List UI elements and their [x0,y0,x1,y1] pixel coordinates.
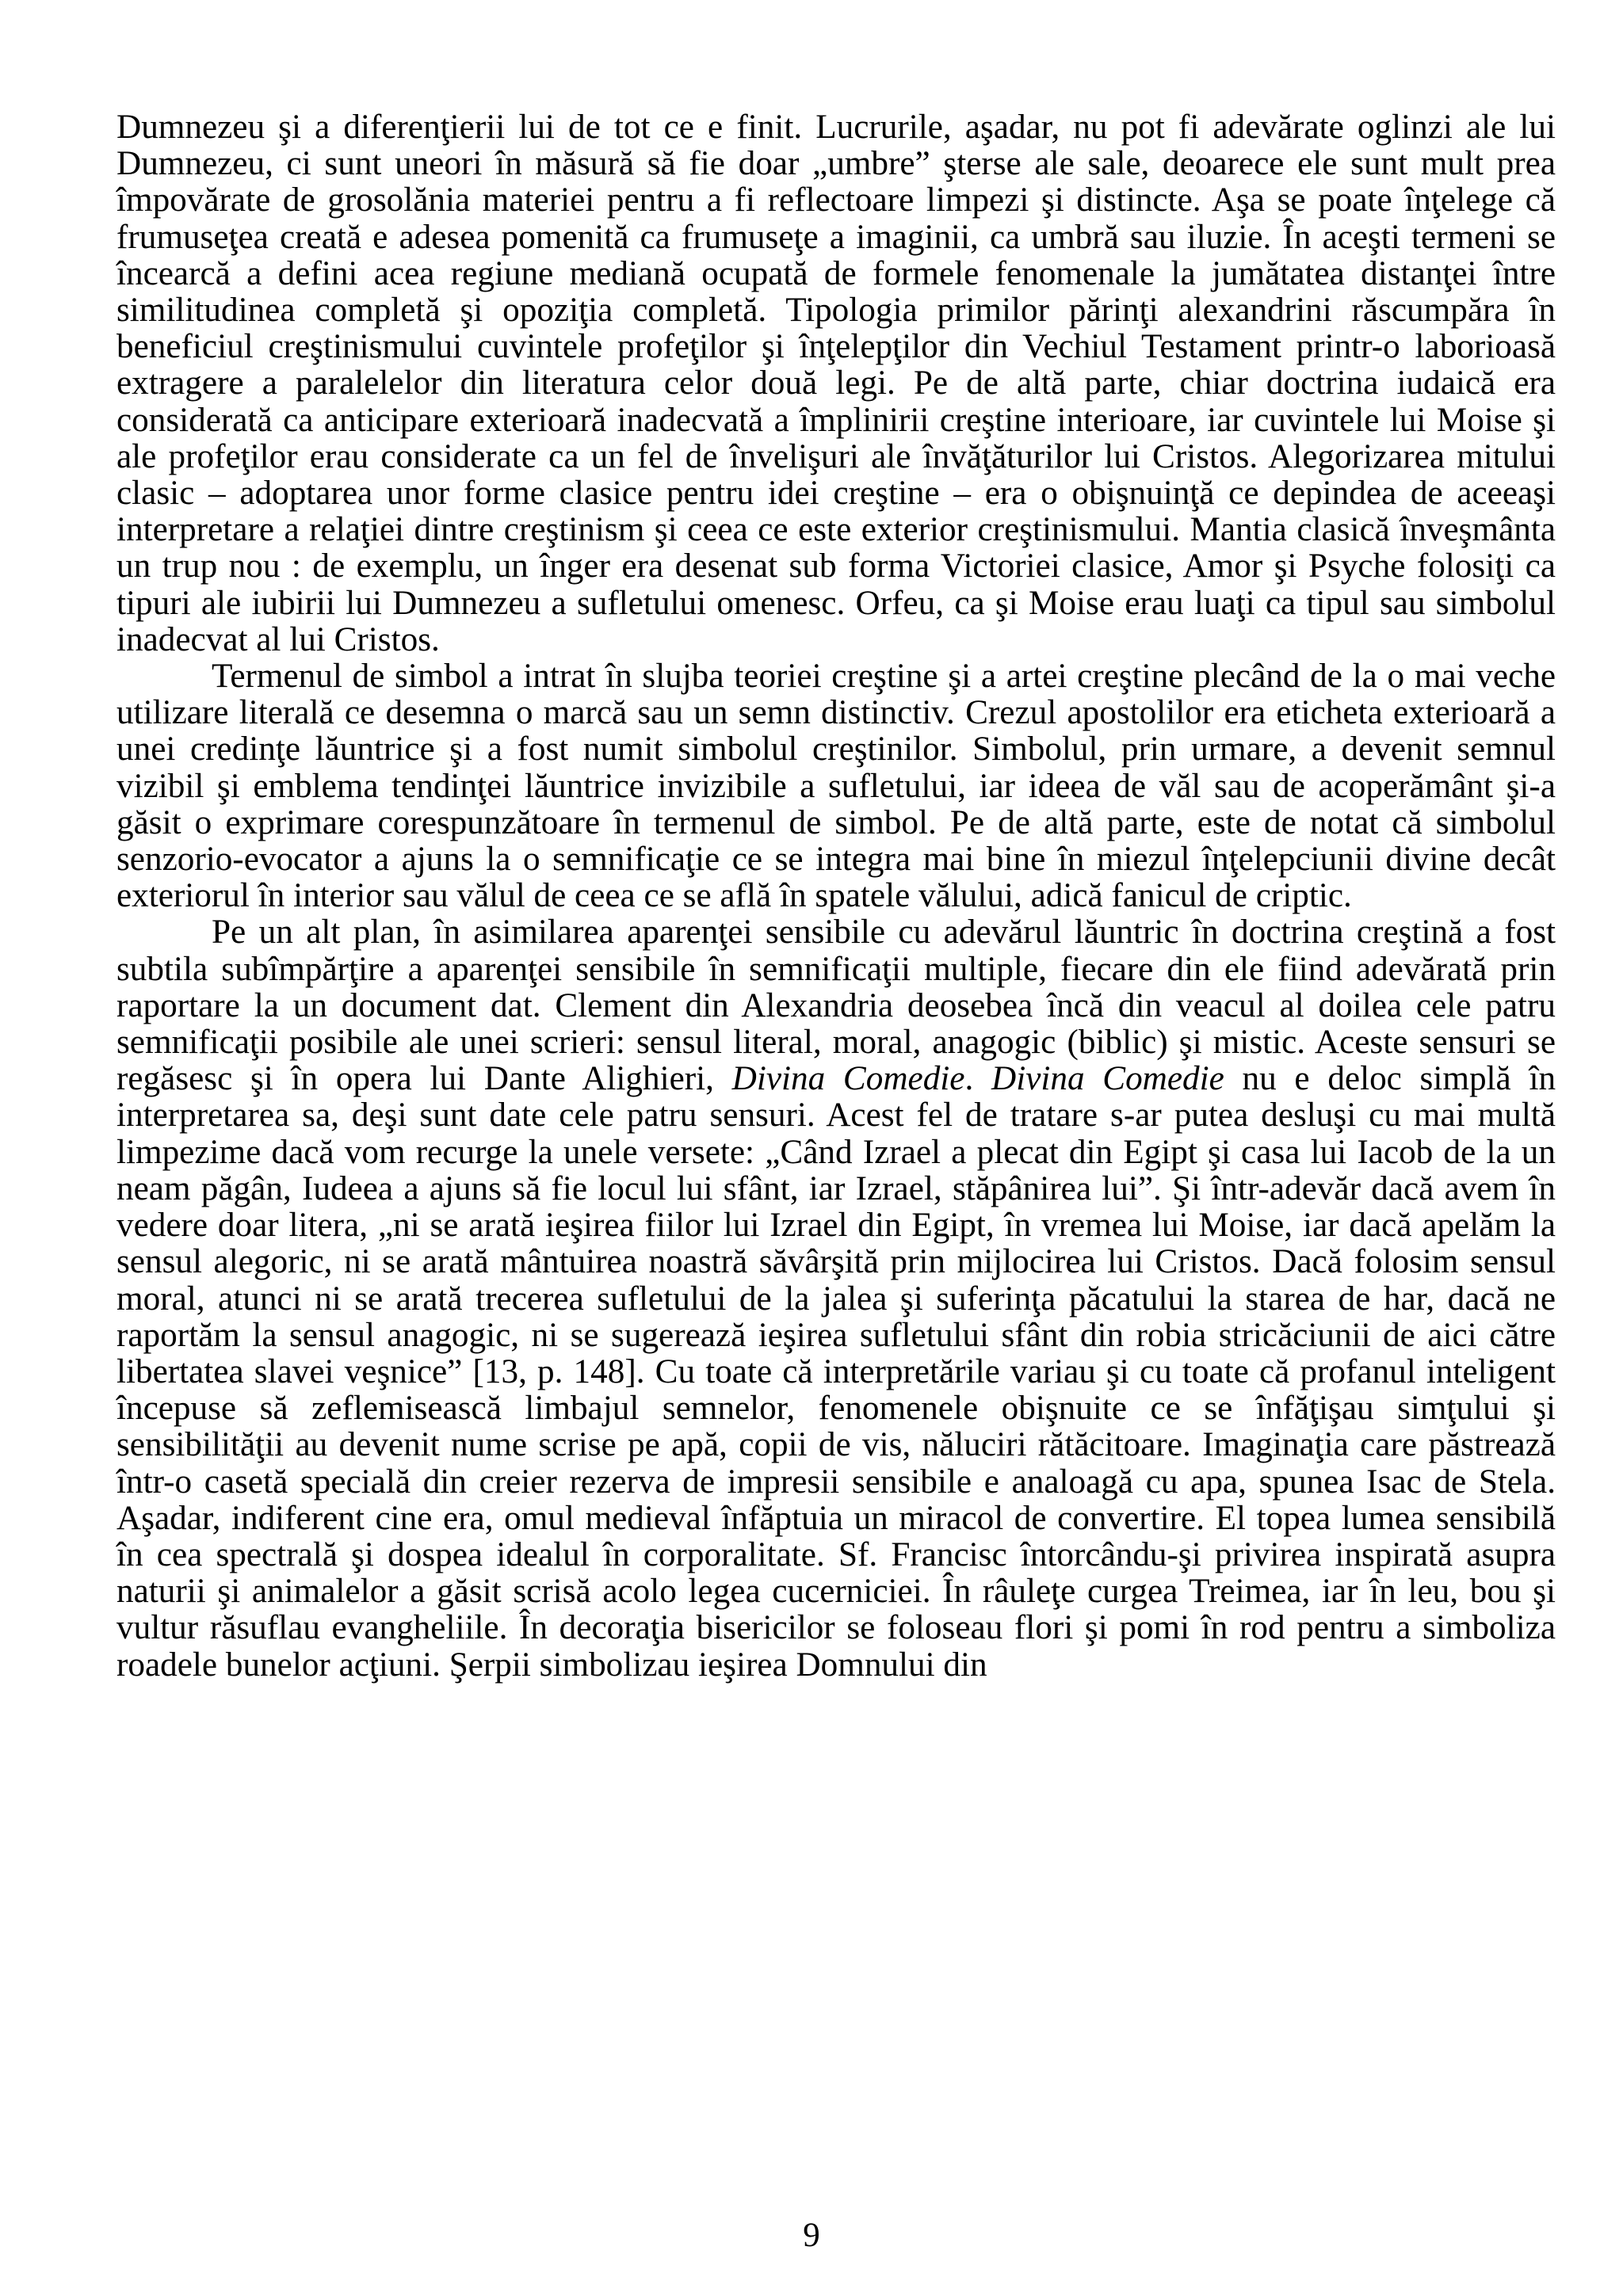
title-divina-comedie-2: Divina Comedie [991,1060,1224,1098]
paragraph-1: Dumnezeu şi a diferenţierii lui de tot ce e finit. Lucrurile, aşadar, nu pot fi adevărate oglinzi ale lui Dumnezeu, ci sunt uneori în măsură să fie doar „umbre” şterse ale sale, deoarece ele sunt mult prea împovărate de grosolănia materiei pentru a fi reflectoare limpezi şi distincte. Aşa se poate înţelege că frumuseţea creată e adesea pomenită ca frumuseţe a imaginii, ca umbră sau iluzie. În aceşti termeni se încearcă a defini acea regiune mediană ocupată de formele fenomenale la jumătatea distanţei între similitudinea completă şi opoziţia completă. Tipologia primilor părinţi alexandrini răscumpăra în beneficiul creştinismului cuvintele profeţilor şi înţelepţilor din Vechiul Testament printr-o laborioasă extragere a paralelelor din literatura celor două legi. Pe de altă parte, chiar doctrina iudaică era considerată ca anticipare exterioară inadecvată a împlinirii creştine interioare, iar cuvintele lui Moise şi ale profeţilor erau considerate ca un fel de învelişuri ale învăţăturilor lui Cristos. Alegorizarea mitului clasic – adoptarea unor forme clasice pentru idei creştine – era o obişnuinţă ce depindea de aceeaşi interpretare a relaţiei dintre creştinism şi ceea ce este exterior creştinismului. Mantia clasică înveşmânta un trup nou : de exemplu, un înger era desenat sub forma Victoriei clasice, Amor şi Psyche folosiţi ca tipuri ale iubirii lui Dumnezeu a sufletului omenesc. Orfeu, ca şi Moise erau luaţi ca tipul sau simbolul inadecvat al lui Cristos. [116,109,1556,658]
paragraph-3-text-2: . [964,1060,991,1098]
page-number: 9 [803,2217,820,2254]
paragraph-3-text-1: Pe un alt plan, în asimilarea aparenţei sensibile cu adevărul lăuntric în doctrina creştină a fost subtila subîmpărţire a aparenţei sensibile în semnificaţii multiple, fiecare din ele fiind adevărată prin raportare la un document dat. Clement din Alexandria deosebea încă din veacul al doilea cele patru semnificaţii posibile ale unei scrieri: sensul literal, moral, anagogic (biblic) şi mistic. Aceste sensuri se regăsesc şi în opera lui Dante Alighieri, [116,913,1556,1098]
title-divina-comedie-1: Divina Comedie [731,1060,965,1098]
paragraph-3-text-3: nu e deloc simplă în interpretarea sa, deşi sunt date cele patru sensuri. Acest fel de tratare s-ar putea desluşi cu mai multă limpezime dacă vom recurge la unele versete: „Când Izrael a plecat din Egipt şi casa lui Iacob de la un neam păgân, Iudeea a ajuns să fie locul lui sfânt, iar Izrael, stăpânirea lui”. Şi într-adevăr dacă avem în vedere doar litera, „ni se arată ieşirea fiilor lui Izrael din Egipt, în vremea lui Moise, iar dacă apelăm la sensul alegoric, ni se arată mântuirea noastră săvârşită prin mijlocirea lui Cristos. Dacă folosim sensul moral, atunci ni se arată trecerea sufletului de la jalea şi suferinţa păcatului la starea de har, dacă ne raportăm la sensul anagogic, ni se sugerează ieşirea sufletului sfânt din robia stricăciunii de aici către libertatea slavei veşnice” [13, p. 148]. Cu toate că interpretările variau şi cu toate că profanul inteligent începuse să zeflemisească limbajul semnelor, fenomenele obişnuite ce se înfăţişau simţului şi sensibilităţii au devenit nume scrise pe apă, copii de vis, năluciri rătăcitoare. Imaginaţia care păstrează într-o casetă specială din creier rezerva de impresii sensibile e analoagă cu apa, spunea Isac de Stela. Aşadar, indiferent cine era, omul medieval înfăptuia un miracol de convertire. El topea lumea sensibilă în cea spectrală şi dospea idealul în corporalitate. Sf. Francisc întorcându-şi privirea inspirată asupra naturii şi animalelor a găsit scrisă acolo legea cucerniciei. În râuleţe curgea Treimea, iar în leu, bou şi vultur răsuflau evangheliile. În decoraţia bisericilor se foloseau flori şi pomi în rod pentru a simboliza roadele bunelor acţiuni. Şerpii simbolizau ieşirea Domnului din [116,1060,1556,1684]
paragraph-3 [116,914,1556,1683]
paragraph-2: Termenul de simbol a intrat în slujba teoriei creştine şi a artei creştine plecând de la o mai veche utilizare literală ce desemna o marcă sau un semn distinctiv. Crezul apostolilor era eticheta exterioară a unei credinţe lăuntrice şi a fost numit simbolul creştinilor. Simbolul, prin urmare, a devenit semnul vizibil şi emblema tendinţei lăuntrice invizibile a sufletului, iar ideea de văl sau de acoperământ şi-a găsit o exprimare corespunzătoare în termenul de simbol. Pe de altă parte, este de notat că simbolul senzorio-evocator a ajuns la o semnificaţie ce se integra mai bine în miezul înţelepciunii divine decât exteriorul în interior sau vălul de ceea ce se află în spatele vălului, adică fanicul de criptic. [116,658,1556,915]
document-body [116,109,1556,1684]
